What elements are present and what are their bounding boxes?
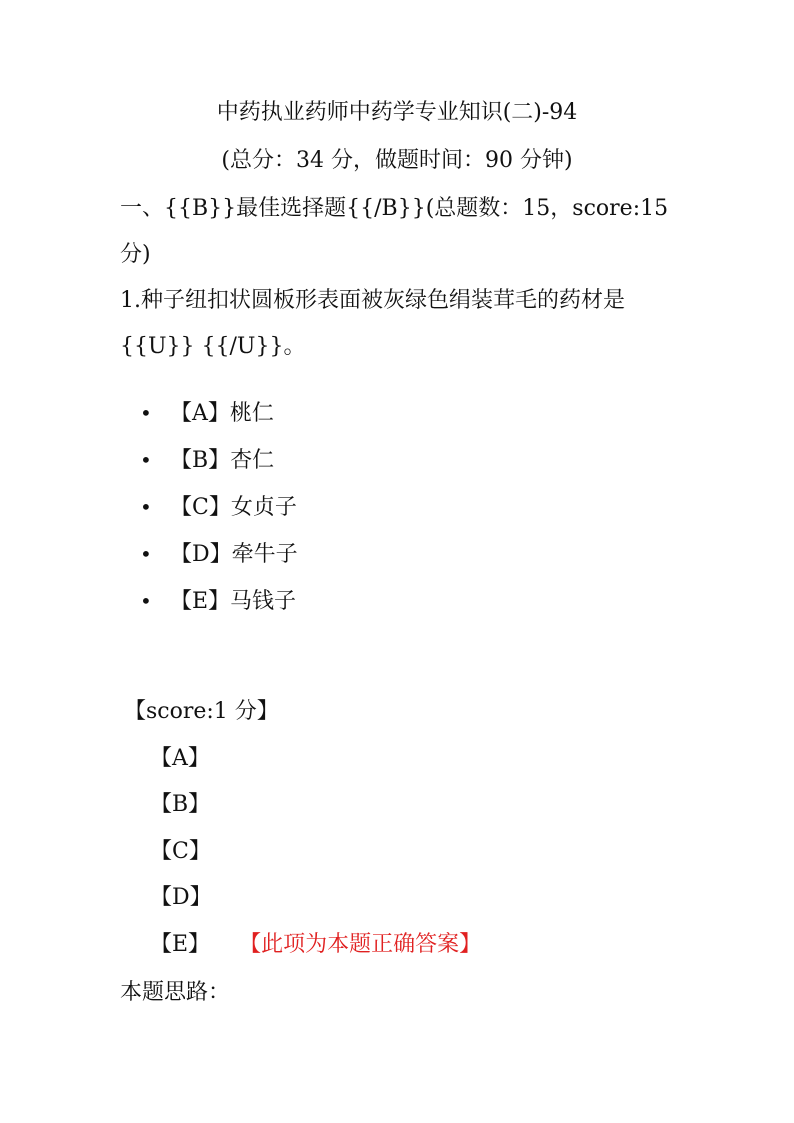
section-heading: 一、{{B}}最佳选择题{{/B}}(总题数：15，score:15 [120, 196, 669, 221]
question-blank: {{U}} {{/U}}。 [120, 334, 306, 359]
answer-e-label: 【E】 [150, 932, 211, 957]
section-heading-continued: 分) [120, 242, 151, 267]
bullet-icon: • [140, 448, 152, 472]
option-c [140, 492, 297, 523]
answer-e [150, 930, 481, 960]
option-d [140, 539, 298, 570]
option-a [140, 398, 274, 429]
bullet-icon: • [140, 401, 152, 425]
explanation-label: 本题思路： [120, 980, 231, 1005]
correct-answer-note: 【此项为本题正确答案】 [250, 932, 482, 957]
question-text: 1.种子纽扣状圆板形表面被灰绿色绢装茸毛的药材是 [120, 288, 625, 313]
option-e-label: 【E】马钱子 [170, 589, 297, 614]
answer-b: 【B】 [150, 792, 211, 817]
answer-a: 【A】 [150, 746, 210, 771]
option-b-label: 【B】杏仁 [170, 448, 275, 473]
option-d-label: 【D】牵牛子 [170, 542, 298, 567]
option-c-label: 【C】女贞子 [170, 495, 297, 520]
option-e [140, 586, 296, 617]
answer-d: 【D】 [150, 885, 212, 910]
answer-c: 【C】 [150, 839, 211, 864]
option-a-label: 【A】桃仁 [170, 401, 274, 426]
bullet-icon: • [140, 542, 152, 566]
bullet-icon: • [140, 589, 152, 613]
score-label: 【score:1 分】 [124, 699, 279, 724]
document-title: 中药执业药师中药学专业知识(二)-94 [216, 100, 578, 125]
document-subtitle: (总分：34 分，做题时间：90 分钟) [221, 148, 573, 173]
option-b [140, 445, 274, 476]
bullet-icon: • [140, 495, 152, 519]
